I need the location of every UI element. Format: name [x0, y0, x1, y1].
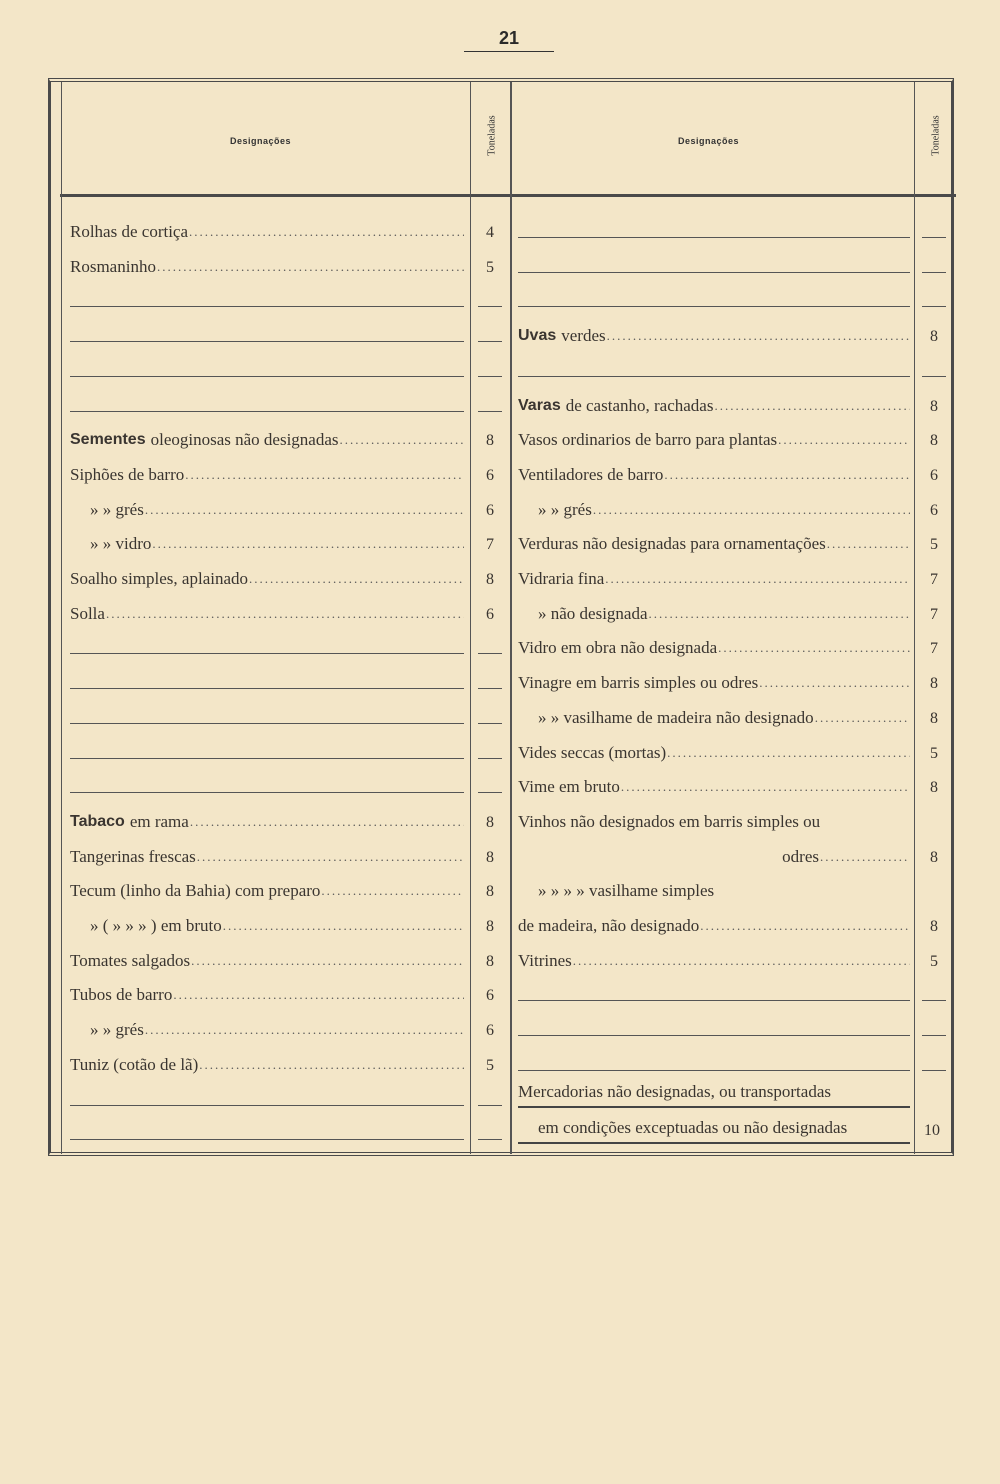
right-row-leader-dots — [649, 604, 910, 624]
right-row-designation — [518, 638, 910, 658]
left-row-toneladas — [470, 386, 510, 416]
left-row-designation — [70, 306, 464, 307]
right-row-designation — [518, 881, 910, 901]
right-row-text: Verduras não designadas para ornamentações — [518, 534, 826, 554]
right-row — [518, 559, 910, 589]
right-row-text: Vasos ordinarios de barro para plantas — [518, 430, 778, 450]
right-row-toneladas: 6 — [930, 501, 938, 519]
right-row — [518, 524, 910, 554]
left-row-text: oleoginosas não designadas — [150, 430, 339, 450]
right-row-toneladas: 5 — [930, 536, 938, 554]
right-row-leader-dots — [827, 534, 910, 554]
right-row-keyword: Uvas — [518, 327, 557, 345]
left-row — [70, 906, 464, 936]
right-row-designation — [518, 569, 910, 589]
left-row-toneladas: 6 — [486, 1022, 494, 1040]
right-row-leader-dots — [718, 638, 910, 658]
left-row-toneladas: 8 — [486, 813, 494, 831]
right-row-toneladas — [914, 212, 954, 242]
left-row — [70, 247, 464, 277]
right-row-text: » » » » vasilhame simples — [538, 881, 715, 901]
right-row-leader-dots — [607, 326, 910, 346]
left-row-text: em rama — [129, 811, 189, 831]
right-row-designation — [518, 604, 910, 624]
right-row-toneladas — [914, 281, 954, 311]
right-row-leader-dots — [700, 916, 910, 936]
right-row — [518, 386, 910, 416]
left-row-designation — [70, 758, 464, 759]
left-row — [70, 316, 464, 346]
left-row — [70, 386, 464, 416]
left-row — [70, 455, 464, 485]
left-row-leader-dots — [185, 465, 464, 485]
left-row-toneladas: 8 — [486, 918, 494, 935]
left-row-designation — [70, 222, 464, 242]
left-row-designation — [70, 569, 464, 589]
right-row-toneladas: 8 — [930, 675, 938, 693]
left-row-toneladas: 6 — [486, 987, 494, 1005]
right-row-designation — [518, 326, 910, 346]
left-row-toneladas: 6 — [486, 466, 494, 484]
right-row-text: Vime em bruto — [518, 777, 620, 797]
left-row — [70, 733, 464, 763]
final-entry — [518, 1082, 910, 1144]
right-row — [518, 420, 910, 450]
right-row — [518, 802, 910, 832]
left-row-designation — [70, 411, 464, 412]
right-row — [518, 316, 910, 346]
right-row — [518, 1010, 910, 1040]
left-row-toneladas: 7 — [486, 536, 494, 554]
left-row-text: Rosmaninho — [70, 256, 156, 276]
left-row — [70, 212, 464, 242]
left-row — [70, 524, 464, 554]
right-row-toneladas: 8 — [930, 918, 938, 935]
left-row — [70, 871, 464, 901]
left-row-text: Rolhas de cortiça — [70, 222, 189, 241]
left-row — [70, 767, 464, 797]
right-row-toneladas — [914, 1010, 954, 1040]
left-row-toneladas — [470, 663, 510, 693]
right-row-leader-dots — [621, 777, 910, 797]
right-row — [518, 281, 910, 311]
right-row-toneladas: 5 — [930, 952, 938, 970]
right-row — [518, 941, 910, 971]
right-row — [518, 351, 910, 381]
left-row-designation — [70, 1139, 464, 1140]
left-row-toneladas: 8 — [486, 848, 494, 866]
right-row-designation — [518, 1000, 910, 1001]
left-row-designation — [70, 376, 464, 377]
left-row-text: Tecum (linho da Bahia) com preparo — [70, 881, 321, 901]
left-row-leader-dots — [340, 430, 465, 450]
right-row-toneladas — [914, 975, 954, 1005]
right-row-designation — [518, 673, 910, 693]
right-row-keyword: Varas — [518, 396, 561, 414]
left-row-leader-dots — [145, 500, 464, 520]
right-row-leader-dots — [815, 708, 910, 728]
right-row-designation — [518, 376, 910, 377]
left-row-designation — [70, 653, 464, 654]
right-row — [518, 490, 910, 520]
col-line-left-ton-start — [61, 82, 62, 1154]
left-row — [70, 1080, 464, 1110]
left-row-text: Tuniz (cotão de lã) — [70, 1054, 199, 1074]
right-row-toneladas: 6 — [930, 466, 938, 484]
left-row — [70, 351, 464, 381]
right-row-toneladas: 8 — [930, 328, 938, 346]
left-row-toneladas — [470, 351, 510, 381]
right-row-text: Vides seccas (mortas) — [518, 742, 667, 762]
right-row-text: » » vasilhame de madeira não designado — [538, 707, 814, 727]
right-row-toneladas: 8 — [930, 709, 938, 727]
left-row-designation — [70, 916, 464, 936]
left-row — [70, 837, 464, 867]
left-row — [70, 1045, 464, 1075]
right-row-leader-dots — [820, 847, 910, 867]
right-row-text: Vidraria fina — [518, 569, 605, 588]
right-row-text: » não designada — [538, 603, 648, 623]
left-row-text: » » grés — [90, 1020, 144, 1040]
header-left-toneladas: Toneladas — [486, 115, 498, 156]
left-row-toneladas: 8 — [486, 883, 494, 901]
left-row-leader-dots — [191, 951, 464, 971]
left-row-leader-dots — [157, 257, 464, 277]
left-row-leader-dots — [199, 1055, 464, 1075]
right-row-toneladas: 8 — [930, 848, 938, 866]
right-row — [518, 698, 910, 728]
right-row-text: de madeira, não designado — [518, 916, 700, 935]
left-row-keyword: Tabaco — [70, 812, 125, 830]
page-number: 21 — [464, 28, 554, 52]
right-row-designation — [518, 847, 910, 867]
right-row-leader-dots — [605, 569, 910, 589]
right-row-toneladas: 8 — [930, 779, 938, 797]
right-row-designation — [518, 465, 910, 485]
right-row-toneladas — [914, 1045, 954, 1075]
right-row — [518, 628, 910, 658]
right-row-text: Vinagre em barris simples ou odres — [518, 673, 759, 693]
left-row-toneladas — [470, 316, 510, 346]
left-row — [70, 698, 464, 728]
left-row-toneladas: 4 — [486, 224, 494, 241]
left-row-text: Tangerinas frescas — [70, 846, 196, 866]
right-row-designation — [518, 1070, 910, 1071]
header-left-designacoes: Designações — [230, 136, 292, 146]
right-row — [518, 1045, 910, 1075]
right-row-leader-dots — [573, 951, 910, 971]
left-row-designation — [70, 430, 464, 450]
left-row-toneladas: 6 — [486, 605, 494, 623]
left-row-designation — [70, 688, 464, 689]
right-row-designation — [518, 951, 910, 971]
left-row — [70, 420, 464, 450]
left-row — [70, 663, 464, 693]
header-rule — [60, 194, 956, 197]
left-row-leader-dots — [223, 916, 464, 936]
left-row-toneladas: 8 — [486, 952, 494, 970]
right-row-toneladas — [914, 351, 954, 381]
right-row — [518, 767, 910, 797]
right-row — [518, 663, 910, 693]
left-row-toneladas: 6 — [486, 501, 494, 519]
right-row — [518, 733, 910, 763]
left-row — [70, 628, 464, 658]
left-row-text: Tomates salgados — [70, 950, 191, 970]
left-row-designation — [70, 881, 464, 901]
right-row-designation — [518, 272, 910, 273]
right-row-text: odres — [782, 846, 819, 866]
left-row-toneladas — [470, 1080, 510, 1110]
right-row-leader-dots — [778, 430, 910, 450]
right-row-text: Vinhos não designados em barris simples ou — [518, 811, 821, 831]
left-row-text: Siphões de barro — [70, 464, 185, 484]
left-row-leader-dots — [249, 569, 464, 589]
right-row-designation — [518, 500, 910, 520]
left-row-toneladas — [470, 628, 510, 658]
col-line-middle — [510, 82, 512, 1154]
right-row-toneladas: 8 — [930, 432, 938, 450]
left-row-leader-dots — [189, 222, 464, 242]
left-row-keyword: Sementes — [70, 431, 146, 449]
final-toneladas: 10 — [924, 1122, 940, 1139]
left-row — [70, 975, 464, 1005]
right-row — [518, 594, 910, 624]
right-row-designation — [518, 916, 910, 936]
right-row-text: verdes — [561, 326, 606, 346]
left-row-toneladas — [470, 1114, 510, 1144]
left-row-designation — [70, 812, 464, 832]
left-row — [70, 594, 464, 624]
right-row-designation — [518, 708, 910, 728]
right-row-text: Vidro em obra não designada — [518, 638, 718, 658]
left-row — [70, 1114, 464, 1144]
right-row-designation — [518, 306, 910, 307]
right-row-toneladas: 8 — [930, 397, 938, 415]
right-row — [518, 455, 910, 485]
right-row — [518, 212, 910, 242]
left-row-text: » » grés — [90, 499, 144, 519]
left-row-designation — [70, 341, 464, 342]
right-row-text: Vitrines — [518, 950, 572, 970]
right-row-designation — [518, 237, 910, 238]
final-line-1: Mercadorias não designadas, ou transportadas — [518, 1082, 910, 1108]
right-row-leader-dots — [593, 500, 910, 520]
right-row-text: » » grés — [538, 499, 592, 519]
left-row-designation — [70, 723, 464, 724]
right-row-designation — [518, 812, 910, 832]
left-row-designation — [70, 1105, 464, 1106]
left-row-designation — [70, 985, 464, 1005]
left-row — [70, 490, 464, 520]
left-row — [70, 1010, 464, 1040]
left-row-toneladas — [470, 767, 510, 797]
right-row-text: de castanho, rachadas — [565, 395, 714, 415]
right-row-leader-dots — [714, 396, 910, 416]
left-row — [70, 802, 464, 832]
left-row-leader-dots — [152, 534, 464, 554]
left-row-designation — [70, 604, 464, 624]
left-row-toneladas — [470, 733, 510, 763]
left-row-designation — [70, 500, 464, 520]
right-row-toneladas: 7 — [930, 640, 938, 658]
right-row-toneladas: 7 — [930, 571, 938, 588]
right-row-designation — [518, 396, 910, 416]
left-row-leader-dots — [197, 847, 464, 867]
left-row-designation — [70, 465, 464, 485]
right-row-designation — [518, 534, 910, 554]
right-row-toneladas — [914, 247, 954, 277]
right-row-toneladas: 5 — [930, 744, 938, 762]
right-row — [518, 906, 910, 936]
left-row-leader-dots — [321, 881, 464, 901]
final-line-2: em condições exceptuadas ou não designadas — [518, 1118, 910, 1144]
left-row-toneladas: 5 — [486, 1056, 494, 1074]
left-row-toneladas: 8 — [486, 432, 494, 450]
right-row-designation — [518, 777, 910, 797]
header-right-toneladas: Toneladas — [930, 115, 942, 156]
left-row-toneladas — [470, 698, 510, 728]
right-row-toneladas: 7 — [930, 605, 938, 623]
left-row-leader-dots — [173, 985, 464, 1005]
left-row-designation — [70, 534, 464, 554]
left-row — [70, 281, 464, 311]
right-row-designation — [518, 430, 910, 450]
left-row-designation — [70, 257, 464, 277]
left-row-designation — [70, 1055, 464, 1075]
left-row-text: Solla — [70, 603, 105, 623]
right-row — [518, 247, 910, 277]
left-row-toneladas: 5 — [486, 258, 494, 276]
left-row-designation — [70, 1020, 464, 1040]
left-row-toneladas: 8 — [486, 571, 494, 588]
right-row-leader-dots — [759, 673, 910, 693]
left-row-text: Soalho simples, aplainado — [70, 569, 249, 588]
left-row-leader-dots — [190, 812, 464, 832]
left-row-leader-dots — [145, 1020, 464, 1040]
right-row-leader-dots — [667, 743, 910, 763]
left-row-text: Tubos de barro — [70, 985, 173, 1005]
left-row-designation — [70, 951, 464, 971]
right-row-text: Ventiladores de barro — [518, 464, 664, 484]
left-row — [70, 559, 464, 589]
left-row-leader-dots — [106, 604, 464, 624]
left-row-designation — [70, 847, 464, 867]
right-row — [518, 871, 910, 901]
header-right-designacoes: Designações — [678, 136, 740, 146]
right-row-designation — [518, 743, 910, 763]
left-row-text: » » vidro — [90, 534, 152, 554]
right-row — [518, 975, 910, 1005]
right-row-toneladas — [914, 802, 954, 832]
left-row-designation — [70, 792, 464, 793]
right-row — [518, 837, 910, 867]
right-row-designation — [518, 1035, 910, 1036]
left-row-toneladas — [470, 281, 510, 311]
right-row-leader-dots — [664, 465, 910, 485]
right-row-toneladas — [914, 871, 954, 901]
left-row — [70, 941, 464, 971]
left-row-text: » ( » » » ) em bruto — [90, 916, 222, 935]
